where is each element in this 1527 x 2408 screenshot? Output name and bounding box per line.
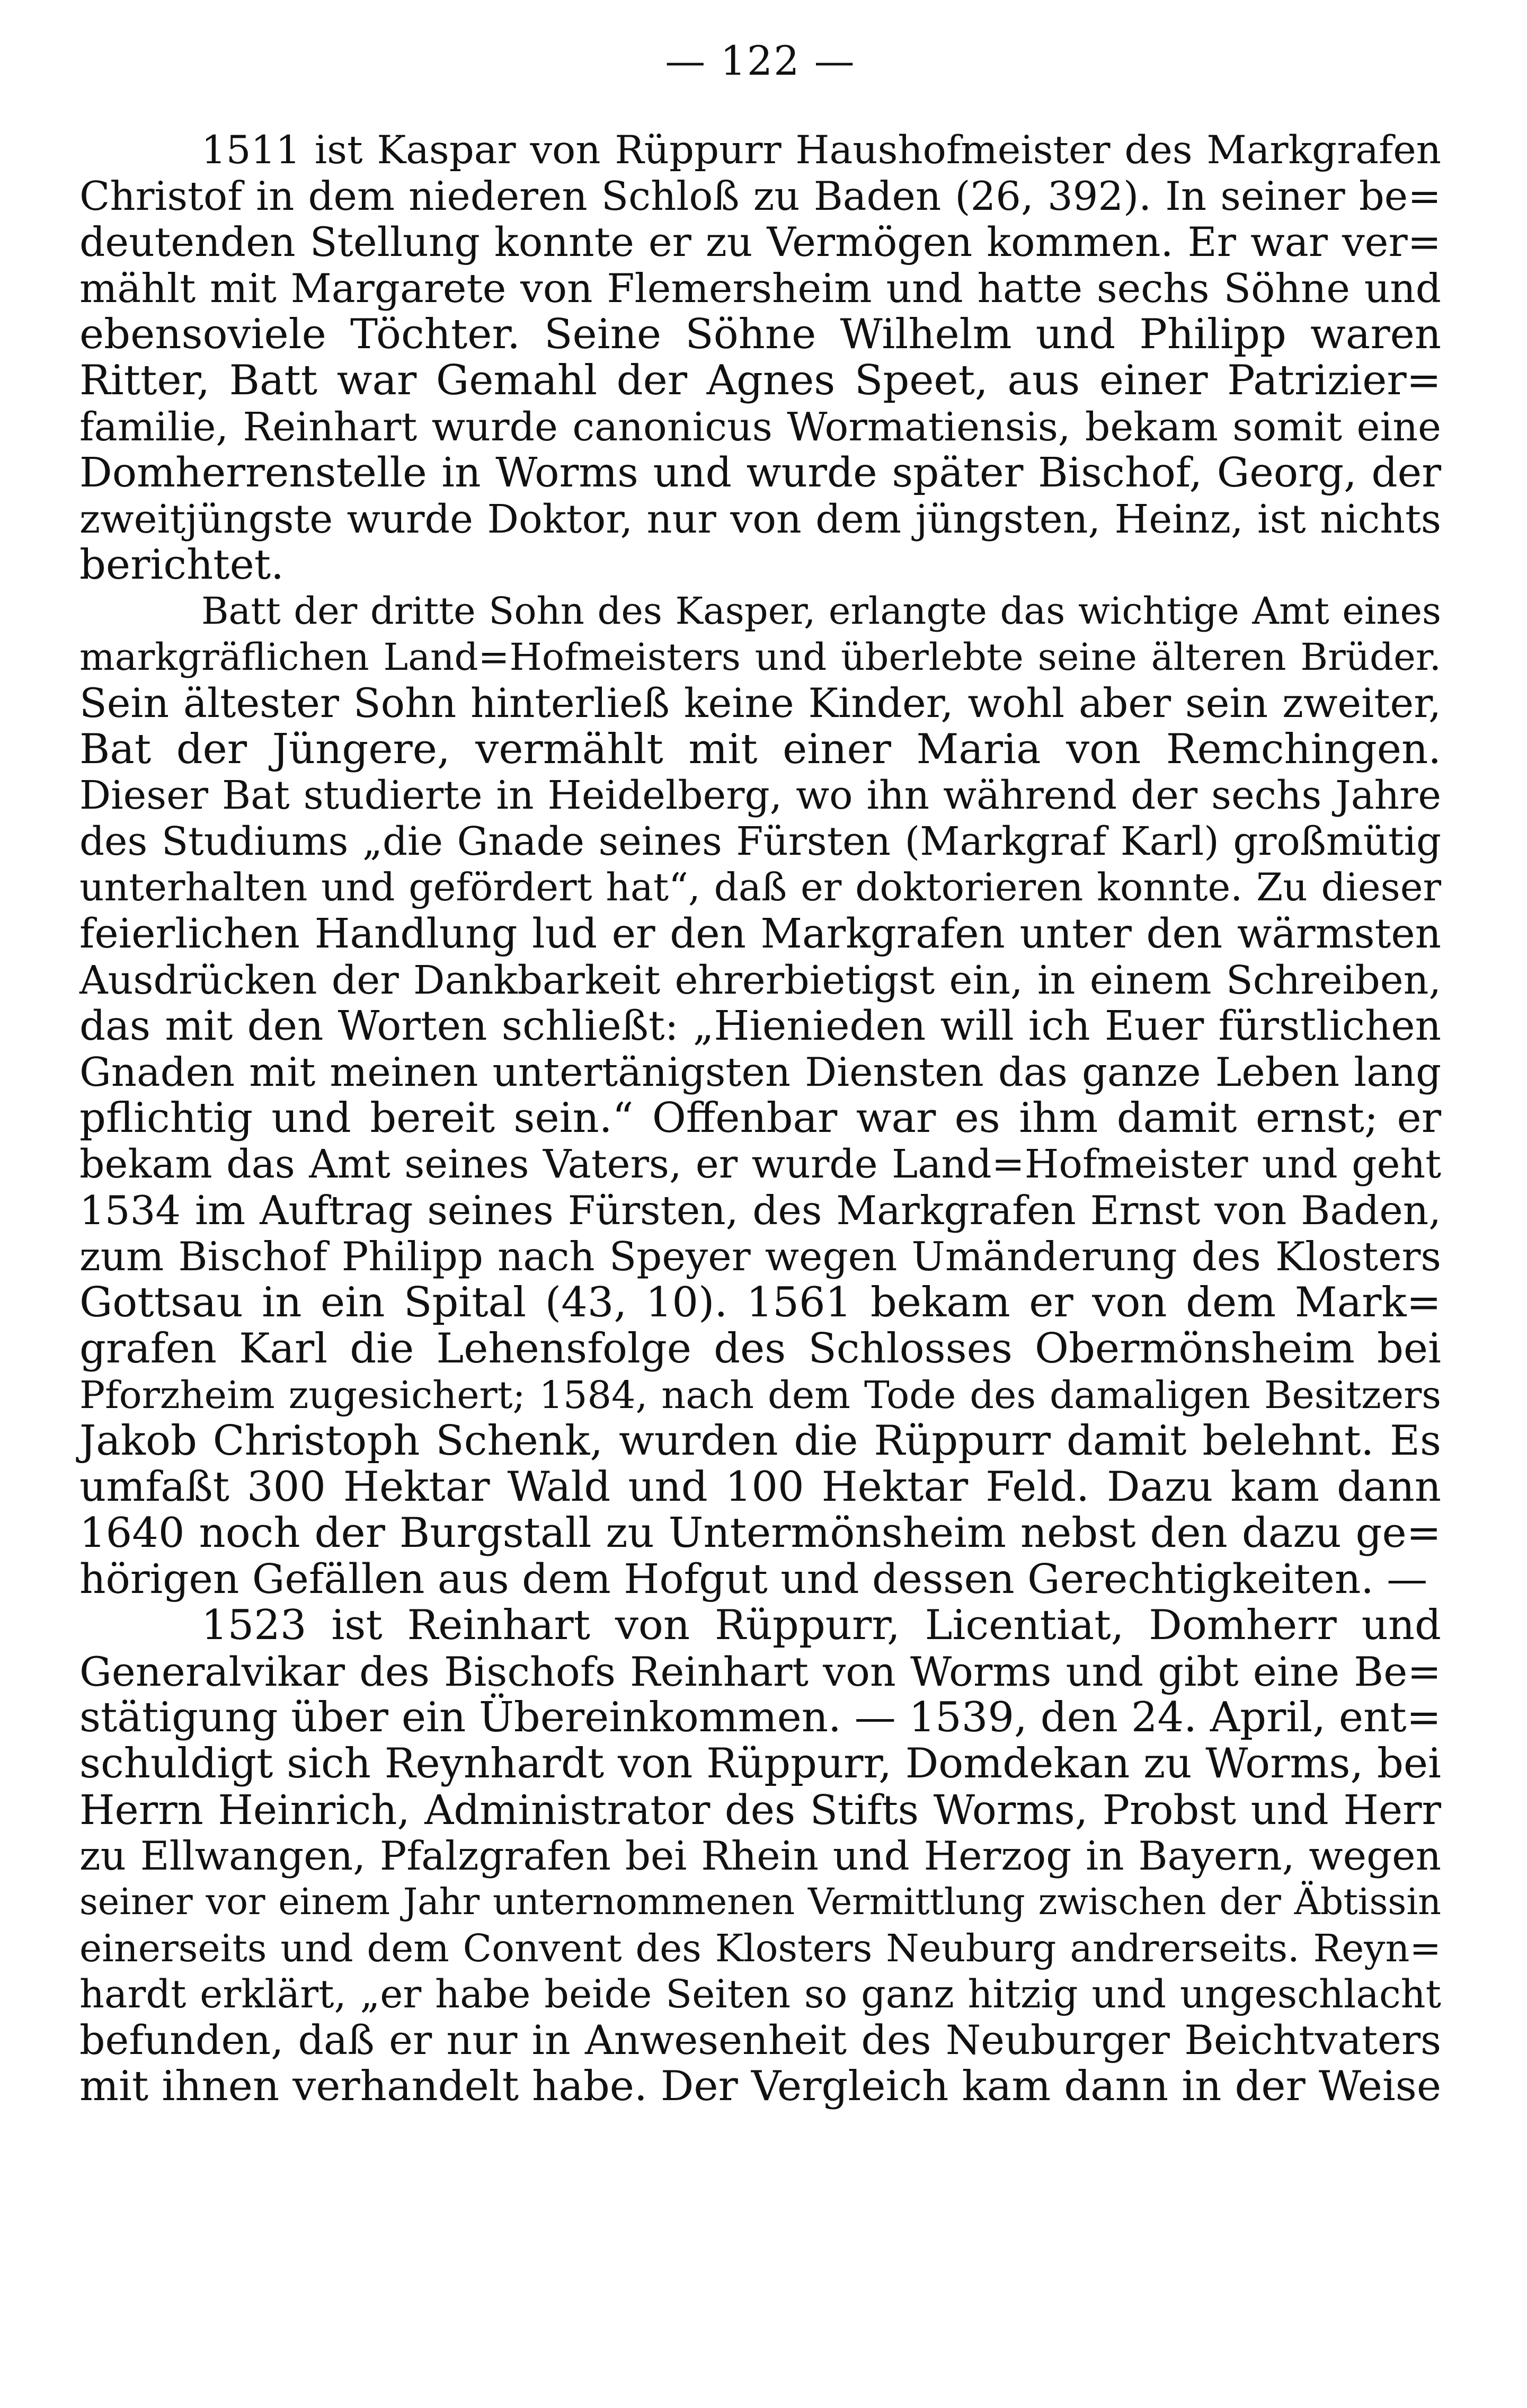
text-line: pflichtig und bereit sein.“ Offenbar war es ihm damit ernst; er (79, 1094, 1441, 1142)
text-line: zweitjüngste wurde Doktor, nur von dem jüngsten, Heinz, ist nichts (79, 496, 1441, 542)
text-line: schuldigt sich Reynhardt von Rüppurr, Domdekan zu Worms, bei (79, 1740, 1441, 1787)
paragraph-kaspar (79, 127, 1441, 588)
text-line: ebensoviele Töchter. Seine Söhne Wilhelm und Philipp waren (79, 311, 1441, 358)
text-line: Gnaden mit meinen untertänigsten Diensten das ganze Leben lang (79, 1049, 1441, 1095)
text-line: umfaßt 300 Hektar Wald und 100 Hektar Feld. Dazu kam dann (79, 1463, 1441, 1511)
text-line: Ausdrücken der Dankbarkeit ehrerbietigst ein, in einem Schreiben, (79, 957, 1441, 1003)
text-line: 1534 im Auftrag seines Fürsten, des Markgrafen Ernst von Baden, (79, 1187, 1441, 1234)
text-line: Ritter, Batt war Gemahl der Agnes Speet, aus einer Patrizier= (79, 357, 1441, 404)
text-line: des Studiums „die Gnade seines Fürsten (Markgraf Karl) großmütig (79, 819, 1441, 864)
text-line: Jakob Christoph Schenk, wurden die Rüppurr damit belehnt. Es (79, 1417, 1441, 1465)
text-line: bekam das Amt seines Vaters, er wurde Land=Hofmeister und geht (79, 1141, 1441, 1187)
text-line: unterhalten und gefördert hat“, daß er doktorieren konnte. Zu dieser (79, 865, 1441, 910)
text-line: Gottsau in ein Spital (43, 10). 1561 bekam er von dem Mark= (79, 1279, 1441, 1326)
text-line: Domherrenstelle in Worms und wurde später Bischof, Georg, der (79, 449, 1441, 497)
text-line: mählt mit Margarete von Flemersheim und hatte sechs Söhne und (79, 265, 1441, 312)
text-line: einerseits und dem Convent des Klosters Neuburg andrerseits. Reyn= (79, 1926, 1441, 1970)
text-line: Bat der Jüngere, vermählt mit einer Maria von Remchingen. (79, 725, 1441, 773)
text-line: feierlichen Handlung lud er den Markgrafen unter den wärmsten (79, 910, 1441, 958)
text-line: Batt der dritte Sohn des Kasper, erlangte das wichtige Amt eines (201, 589, 1441, 633)
text-line: seiner vor einem Jahr unternommenen Vermittlung zwischen der Äbtissin (79, 1881, 1441, 1923)
text-line: 1511 ist Kaspar von Rüppurr Haushofmeister des Markgrafen (201, 128, 1441, 173)
paragraph-batt (79, 588, 1441, 1603)
page-number: — 122 — (665, 37, 856, 84)
text-line: stätigung über ein Übereinkommen. — 1539, den 24. April, ent= (79, 1694, 1441, 1741)
text-line: hardt erklärt, „er habe beide Seiten so ganz hitzig und ungeschlacht (79, 1972, 1441, 2017)
text-line: grafen Karl die Lehensfolge des Schlosses Obermönsheim bei (79, 1325, 1441, 1373)
text-line: Generalvikar des Bischofs Reinhart von Worms und gibt eine Be= (79, 1648, 1441, 1695)
paragraph-reinhart (79, 1603, 1441, 2110)
text-line: Pforzheim zugesichert; 1584, nach dem Tode des damaligen Besitzers (79, 1373, 1441, 1417)
text-line: 1523 ist Reinhart von Rüppurr, Licentiat, Domherr und (201, 1601, 1441, 1649)
text-line: zum Bischof Philipp nach Speyer wegen Umänderung des Klosters (79, 1233, 1441, 1280)
text-line: hörigen Gefällen aus dem Hofgut und dessen Gerechtigkeiten. — (79, 1556, 1428, 1603)
text-line: Dieser Bat studierte in Heidelberg, wo ihn während der sechs Jahre (79, 773, 1441, 818)
text-line: markgräflichen Land=Hofmeisters und überlebte seine älteren Brüder. (79, 635, 1441, 679)
text-line: befunden, daß er nur in Anwesenheit des Neuburger Beichtvaters (79, 2017, 1441, 2064)
text-line: das mit den Worten schließt: „Hienieden will ich Euer fürstlichen (79, 1003, 1441, 1050)
text-line: zu Ellwangen, Pfalzgrafen bei Rhein und Herzog in Bayern, wegen (79, 1832, 1441, 1879)
text-line: familie, Reinhart wurde canonicus Wormatiensis, bekam somit eine (79, 404, 1441, 450)
text-line: Herrn Heinrich, Administrator des Stifts Worms, Probst und Herr (79, 1786, 1441, 1834)
book-page (79, 32, 1441, 2385)
text-line: Christof in dem niederen Schloß zu Baden (26, 392). In seiner be= (79, 173, 1441, 219)
text-line: 1640 noch der Burgstall zu Untermönsheim nebst den dazu ge= (79, 1509, 1441, 1557)
text-line: mit ihnen verhandelt habe. Der Vergleich kam dann in der Weise (79, 2062, 1441, 2110)
text-line: berichtet. (79, 541, 284, 589)
text-line: Sein ältester Sohn hinterließ keine Kinder, wohl aber sein zweiter, (79, 680, 1441, 727)
text-line: deutenden Stellung konnte er zu Vermögen kommen. Er war ver= (79, 219, 1441, 265)
